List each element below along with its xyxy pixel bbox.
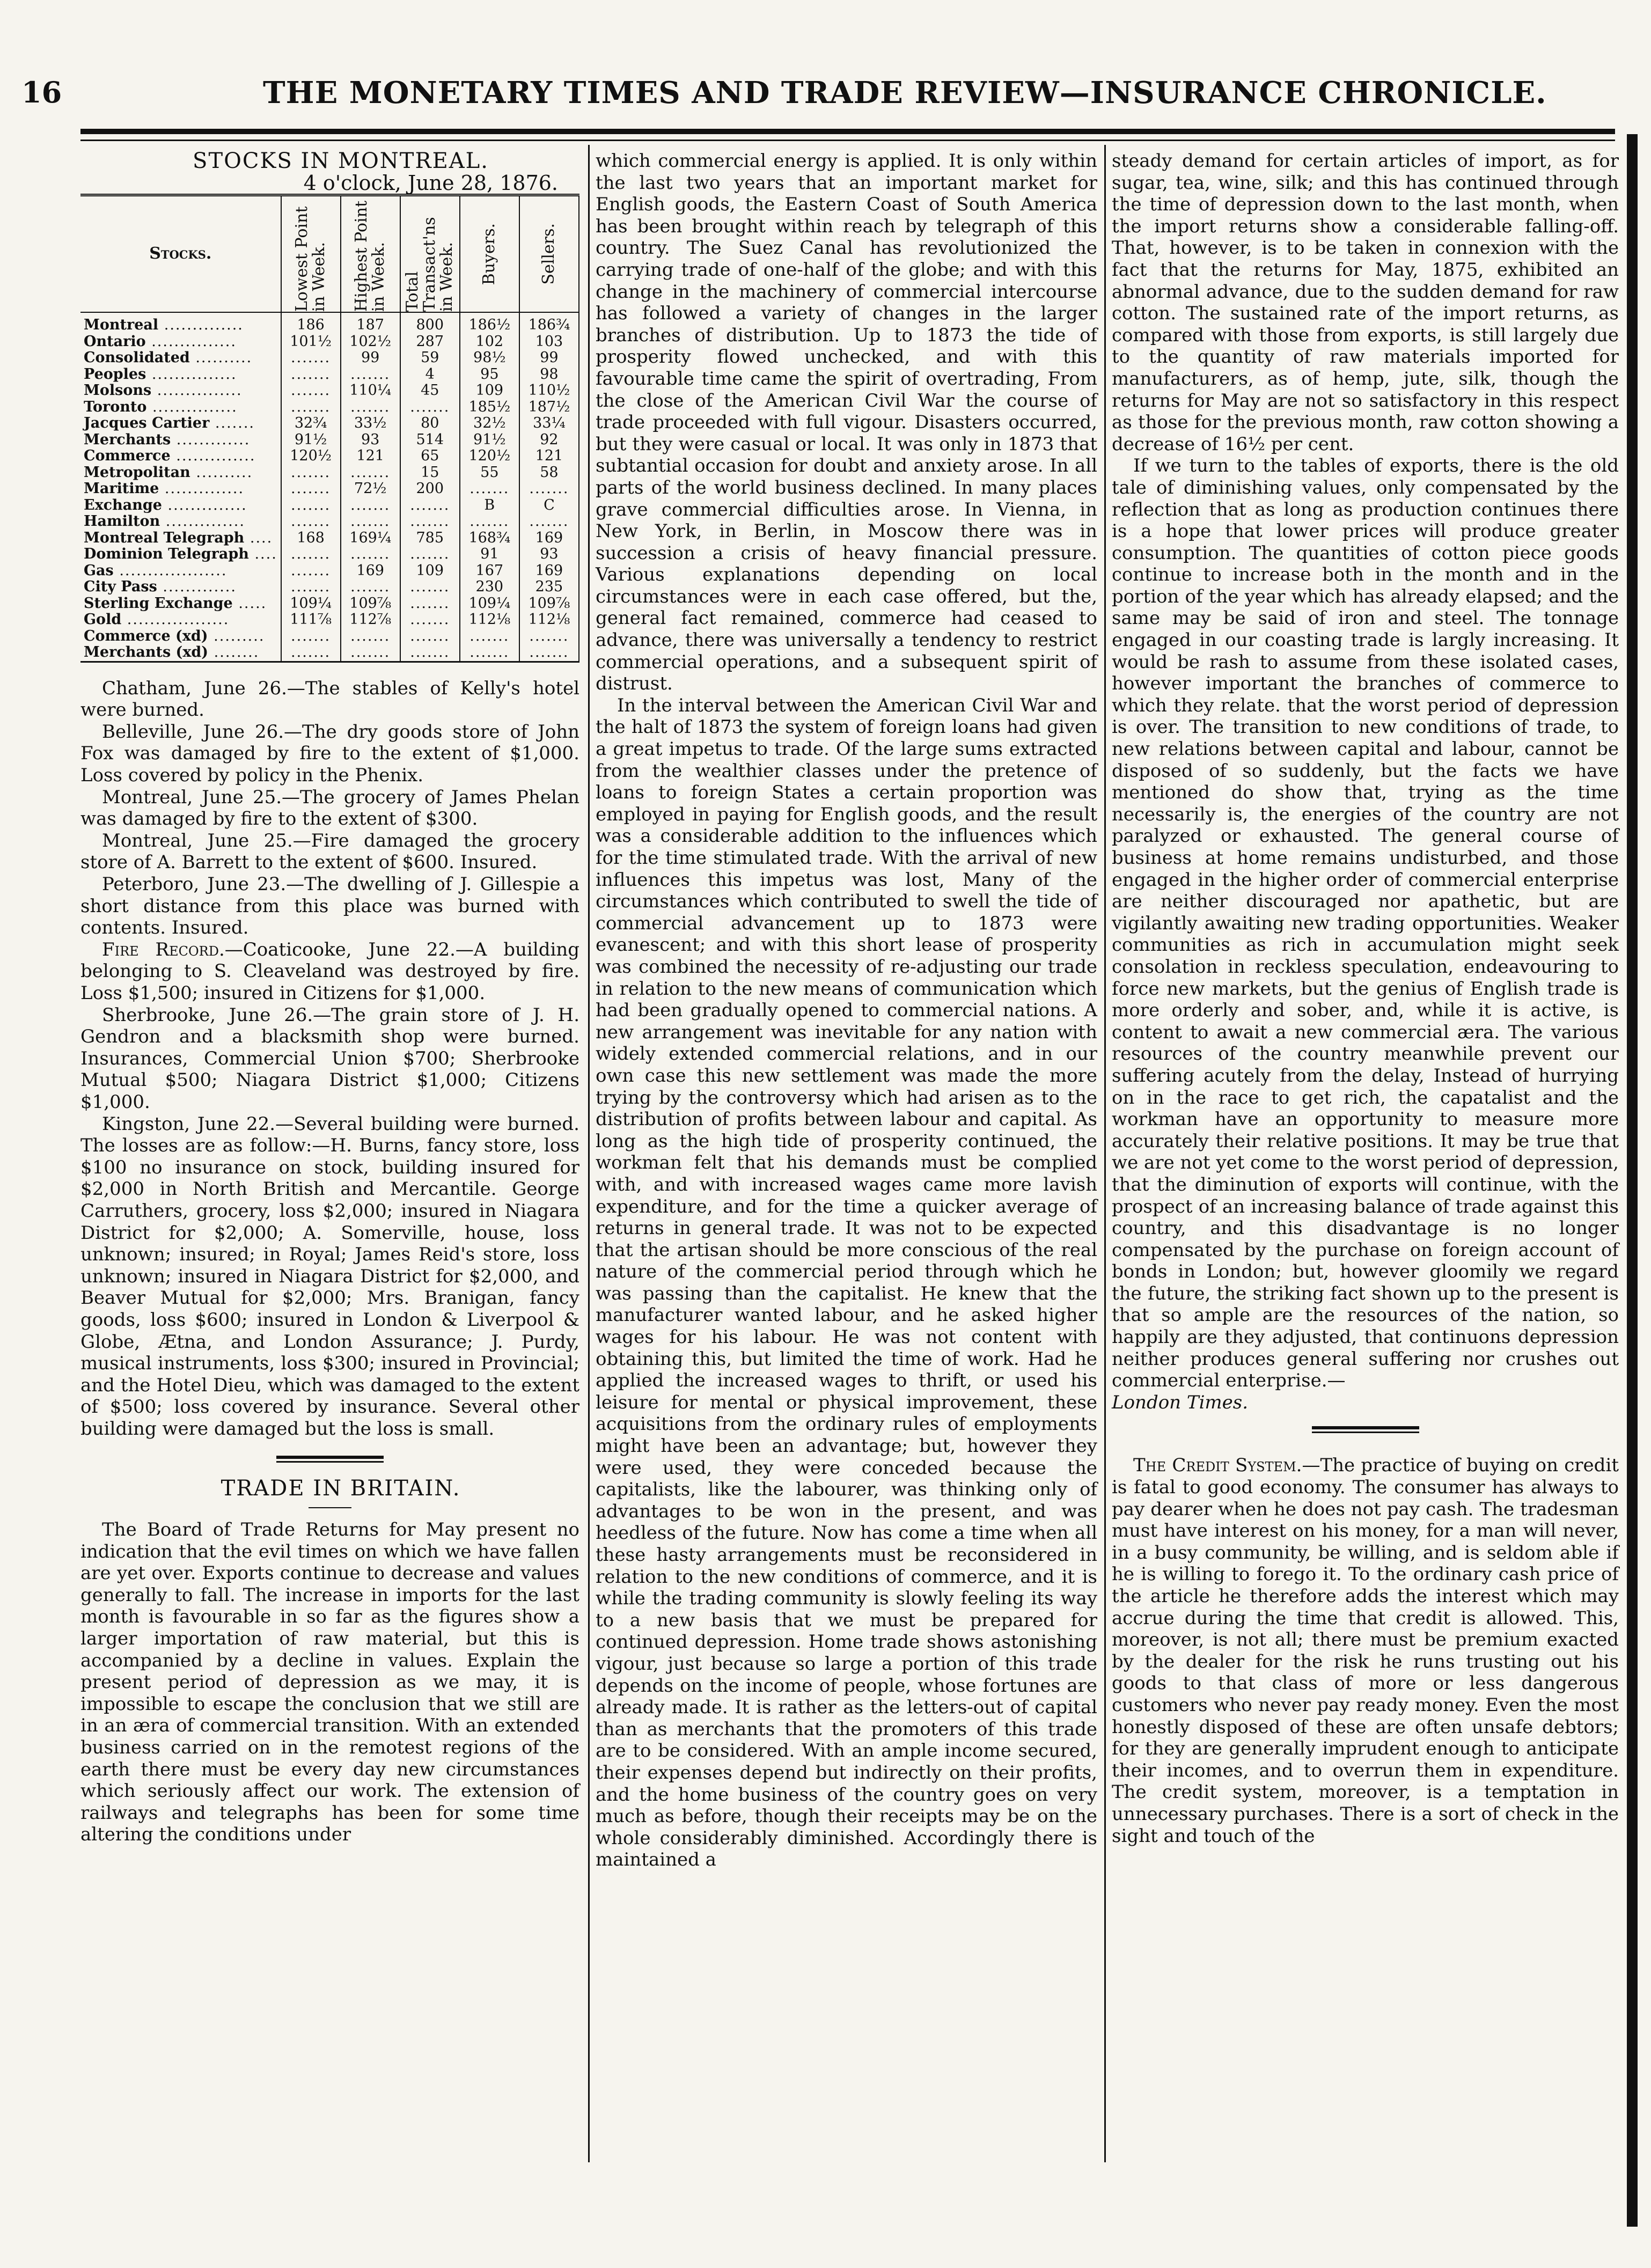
masthead-title: THE MONETARY TIMES AND TRADE REVIEW—INSURANCE CHRONICLE. — [263, 75, 1547, 111]
stock-value: ....... — [281, 481, 341, 497]
stock-value: 169 — [519, 530, 579, 547]
page-number: 16 — [21, 75, 62, 109]
source-line — [1112, 1392, 1619, 1414]
stock-value: ....... — [341, 497, 400, 514]
stock-value: ....... — [460, 513, 519, 530]
stock-value: 98½ — [460, 350, 519, 366]
leader-dots: .... — [244, 530, 273, 546]
stock-value: ....... — [400, 513, 460, 530]
table-row — [80, 513, 579, 530]
stock-name-text: Merchants (xd) — [84, 644, 209, 661]
column-divider-2 — [1104, 145, 1106, 2162]
stock-value: ....... — [400, 399, 460, 416]
stock-value: 4 — [400, 366, 460, 383]
stock-value: ....... — [341, 579, 400, 596]
column-3 — [1112, 150, 1619, 1847]
stock-value: ....... — [341, 644, 400, 662]
stock-value: 45 — [400, 383, 460, 399]
stock-value: 80 — [400, 415, 460, 432]
stock-value: 121 — [519, 448, 579, 465]
stock-name-text: Hamilton — [84, 513, 160, 530]
stock-name — [80, 628, 281, 645]
stock-value: 800 — [400, 312, 460, 334]
table-row — [80, 350, 579, 366]
article-paragraph: If we turn to the tables of exports, there is the old tale of diminishing values, only compensated by the reflection that as long as production continues there is a hope that lower prices will produce greater consumption. The quantities of cotton piece goods continue to increase both in the month and in the portion of the year which has already elapsed; and the same may be said of iron and steel. The tonnage engaged in our coasting trade is largly increasing. It would be rash to assume from these isolated cases, however important the branches of commerce to which they relate. that the worst period of depression is over. The transition to new conditions of trade, to new relations between capital and labour, cannot be disposed of so suddenly, but the facts we have mentioned do show that, trying as the time necessarily is, the energies of the country are not paralyzed or exhausted. The general course of business at home remains undisturbed, and those engaged in the higher order of commercial enterprise are neither discouraged nor apathetic, but are vigilantly awaiting new trading opportunities. Weaker communities as rich in accumulation might seek consolation in reckless speculation, endeavouring to force new markets, but the genius of English trade is more orderly and sober, and, while it is active, is content to await a new commercial æra. The various resources of the country meanwhile prevent our suffering acutely from the delay, Instead of hurrying on in the race to get rich, the capatalist and the workman have an opportunity to measure more accurately their relative positions. It may be true that we are not yet come to the worst period of depression, that the diminution of exports will continue, with the prospect of an increasing balance of trade against this country, and this disadvantage is no longer compensated by the purchase on foreign account of bonds in London; but, however gloomily we regard the future, the striking fact shown up to the present is that so ample are the resources of the nation, so happily are they adjusted, that continuons depression neither produces general suffering nor crushes out commercial enterprise.— — [1112, 455, 1619, 1392]
stock-name — [80, 497, 281, 514]
stocks-col-header — [281, 195, 341, 313]
stock-value: 91½ — [281, 432, 341, 449]
stock-value: ....... — [519, 628, 579, 645]
table-row — [80, 415, 579, 432]
fire-record-paragraph — [80, 939, 579, 1004]
stock-value: 98 — [519, 366, 579, 383]
table-row — [80, 497, 579, 514]
leader-dots: .................. — [121, 612, 230, 628]
fire-report-paragraph: Montreal, June 25.—Fire damaged the grocery store of A. Barrett to the extent of $600. Insured. — [80, 830, 579, 874]
stock-value: 120½ — [281, 448, 341, 465]
stock-name — [80, 596, 281, 612]
stock-value: 167 — [460, 563, 519, 579]
stock-value: ....... — [460, 628, 519, 645]
page-header — [21, 75, 1610, 118]
stocks-col-name: Stocks. — [80, 195, 281, 313]
leader-dots: .......... — [190, 464, 253, 481]
stock-value: ....... — [341, 546, 400, 563]
stock-value: 785 — [400, 530, 460, 547]
stock-name-text: Merchants — [84, 431, 171, 448]
stock-name — [80, 366, 281, 383]
stock-value: C — [519, 497, 579, 514]
stock-value: 112⅞ — [341, 612, 400, 628]
credit-system-label: The Credit System. — [1133, 1455, 1302, 1477]
leader-dots: ............... — [146, 399, 238, 415]
fire-report-paragraph: Sherbrooke, June 26.—The grain store of J. H. Gendron and a blacksmith shop were burned. Insurances, Commercial Union $700; Sherbrooke Mutual $500; Niagara District $1,000; Citizens $1,000. — [80, 1004, 579, 1113]
stock-value: ....... — [519, 513, 579, 530]
stocks-date: 4 o'clock, June 28, 1876. — [303, 171, 558, 195]
stock-value: 109¼ — [281, 596, 341, 612]
stock-value: ....... — [281, 563, 341, 579]
stock-value: ....... — [281, 513, 341, 530]
stock-name — [80, 481, 281, 497]
stock-value: 121 — [341, 448, 400, 465]
stock-value: 230 — [460, 579, 519, 596]
stock-value: 92 — [519, 432, 579, 449]
stocks-col-header-label: Sellers. — [539, 223, 559, 285]
table-row — [80, 334, 579, 350]
section-rule — [276, 1456, 384, 1459]
stock-value: 102 — [460, 334, 519, 350]
fire-reports — [80, 678, 579, 939]
stock-value: ....... — [281, 579, 341, 596]
stock-value: 58 — [519, 465, 579, 481]
stock-value: 109⅞ — [519, 596, 579, 612]
stock-name — [80, 415, 281, 432]
stock-value: B — [460, 497, 519, 514]
stock-value: ....... — [400, 644, 460, 662]
trade-heading: TRADE IN BRITAIN. — [221, 1476, 461, 1501]
fire-report-paragraph: Belleville, June 26.—The dry goods store of John Fox was damaged by fire to the extent of $1,000. Loss covered by policy in the Phenix. — [80, 721, 579, 787]
table-row — [80, 530, 579, 547]
stock-name-text: Gas — [84, 562, 114, 579]
table-row — [80, 312, 579, 334]
stock-value: 514 — [400, 432, 460, 449]
stock-value: 112⅛ — [460, 612, 519, 628]
stock-value: ....... — [400, 579, 460, 596]
table-row — [80, 579, 579, 596]
stock-value: 95 — [460, 366, 519, 383]
stock-value: 55 — [460, 465, 519, 481]
table-row — [80, 596, 579, 612]
stock-value: ....... — [519, 644, 579, 662]
stock-name-text: Commerce (xd) — [84, 628, 208, 644]
stock-value: 103 — [519, 334, 579, 350]
stocks-col-header-label: Highest Point in Week. — [352, 201, 388, 312]
stocks-col-header — [519, 195, 579, 313]
table-row — [80, 612, 579, 628]
stock-value: ....... — [400, 497, 460, 514]
stock-name-text: Jacques Cartier — [84, 415, 210, 432]
stock-value: 109⅞ — [341, 596, 400, 612]
stock-value: 169 — [341, 563, 400, 579]
stock-value: ....... — [341, 628, 400, 645]
stock-value: 32¾ — [281, 415, 341, 432]
leader-dots: .............. — [160, 513, 245, 530]
header-rule — [80, 129, 1615, 134]
leader-dots: .......... — [189, 350, 253, 366]
stocks-col-header — [400, 195, 460, 313]
stock-value: 168¾ — [460, 530, 519, 547]
stock-value: 186¾ — [519, 312, 579, 334]
leader-dots: ........ — [208, 644, 260, 661]
stock-value: 110½ — [519, 383, 579, 399]
credit-system-text: —The practice of buying on credit is fatal to good economy. The consumer has always to pay dearer when he does not pay cash. The tradesman must have interest on his money, for a man will never, in a busy community, be willing, and is seldom able if he is willing to forego it. To the ordinary cash price of the article he therefore adds the interest which may accrue during the time that credit is allowed. This, moreover, is not all; there must be premium exacted by the dealer for the risk he runs trusting out his goods to that class of more or less dangerous customers who never pay ready money. Even the most honestly disposed of these are often unsafe debtors; for they are generally imprudent enough to anticipate their incomes, and to overrun them in expenditure. The credit system, moreover, is a temptation in unnecessary purchases. There is a sort of check in the sight and touch of the — [1112, 1455, 1619, 1847]
stock-value: 109 — [400, 563, 460, 579]
table-row — [80, 481, 579, 497]
stock-value: 32½ — [460, 415, 519, 432]
stocks-table-header — [80, 195, 579, 313]
stock-value: ....... — [400, 546, 460, 563]
leader-dots: .............. — [170, 448, 256, 465]
stock-name-text: Exchange — [84, 497, 162, 513]
stock-name — [80, 465, 281, 481]
stock-value: 101½ — [281, 334, 341, 350]
stock-value: 187½ — [519, 399, 579, 416]
stock-value: 287 — [400, 334, 460, 350]
stock-value: ....... — [281, 366, 341, 383]
fire-report-paragraph: Peterboro, June 23.—The dwelling of J. Gillespie a short distance from this place was burned with contents. Insured. — [80, 874, 579, 939]
stocks-table — [80, 194, 579, 663]
header-rule-thin — [80, 140, 1615, 141]
stock-name — [80, 399, 281, 416]
leader-dots: ......... — [208, 628, 265, 644]
stock-name — [80, 350, 281, 366]
table-row — [80, 465, 579, 481]
stock-value: 111⅞ — [281, 612, 341, 628]
stock-value: 91½ — [460, 432, 519, 449]
credit-system-paragraph — [1112, 1455, 1619, 1847]
fire-report-paragraph: Kingston, June 22.—Several building were burned. The losses are as follow:—H. Burns, fancy store, loss $100 no insurance on stock, building insured for $2,000 in North British and Mercantile. George Carruthers, grocery, loss $2,000; insured in Niagara District for $2,000; A. Somerville, house, loss unknown; insured; in Royal; James Reid's store, loss unknown; insured in Niagara District for $2,000, and Beaver Mutual for $2,000; Mrs. Branigan, fancy goods, loss $600; insured in London & Liverpool & Globe, Ætna, and London Assurance; J. Purdy, musical instruments, loss $300; insured in Provincial; and the Hotel Dieu, which was damaged to the extent of $500; loss covered by insurance. Several other building were damaged but the loss is small. — [80, 1113, 579, 1440]
stock-name-text: Metropolitan — [84, 464, 190, 481]
stock-name-text: Maritime — [84, 481, 159, 497]
leader-dots: .............. — [158, 317, 244, 334]
article-paragraph: steady demand for certain articles of import, as for sugar, tea, wine, silk; and this has continued through the time of depression down to the last month, when the import returns show a considerable falling-off. That, however, is to be taken in connexion with the fact that the returns for May, 1875, exhibited an abnormal advance, due to the sudden demand for raw cotton. The sustained rate of the import returns, as compared with those from exports, is still largely due to the quantity of raw materials imported for manufacturers, as of hemp, jute, silk, though the returns for May are not so satisfactory in this respect as those for the previous month, raw cotton showing a decrease of 16½ per cent. — [1112, 150, 1619, 455]
stock-name — [80, 612, 281, 628]
stock-name — [80, 334, 281, 350]
stock-value: ....... — [341, 465, 400, 481]
stock-value: 185½ — [460, 399, 519, 416]
leader-dots: ............. — [171, 431, 251, 448]
stock-name — [80, 383, 281, 399]
stock-value: 99 — [341, 350, 400, 366]
stock-value: 99 — [519, 350, 579, 366]
stock-name-text: Ontario — [84, 333, 146, 350]
section-rule-2 — [1312, 1426, 1419, 1429]
stock-name — [80, 563, 281, 579]
stock-value: 93 — [341, 432, 400, 449]
stock-value: 169¼ — [341, 530, 400, 547]
article-paragraph: In the interval between the American Civil War and the halt of 1873 the system of foreign loans had given a great impetus to trade. Of the large sums extracted from the wealthier classes under the pretence of loans to foreign States a certain proportion was employed in paying for English goods, and the result was a considerable addition to the influences which for the time stimulated trade. With the arrival of new influences this impetus was lost, Many of the circumstances which contributed to swell the tide of commercial advancement up to 1873 were evanescent; and with this short lease of prosperity was combined the necessity of re-adjusting our trade in relation to the new means of communication which had been gradually opened to commercial nations. A new arrangement was inevitable for any nation with widely extended commercial relations, and in our own case this new settlement was made the more trying by the controversy which had arisen as to the distribution of profits between labour and capital. As long as the high tide of prosperity continued, the workman felt that his demands must be complied with, and with increased wages came more lavish expenditure, and for the time a quicker average of returns in general trade. It was not to be expected that the artisan should be more conscious of the real nature of the commercial period through which he was passing than the capitalist. He knew that the manufacturer wanted labour, and he asked higher wages for his labour. He was not content with obtaining this, but limited the time of work. Had he applied the increased wages to thrift, or used his leisure for mental or physical improvement, these acquisitions from the ordinary rules of employments might have been an advantage; but, however they were used, they were conceded because the capitalists, like the labourer, was thinking only of advantages to be won in the present, and was heedless of the future. Now has come a time when all these hasty arrangements must be reconsidered in relation to the new conditions of commerce, and it is while the trading community is slowly feeling its way to a new basis that we must be prepared for continued depression. Home trade shows astonishing vigour, just because so large a portion of this trade depends on the income of people, whose fortunes are already made. It is rather as the letters-out of capital than as merchants that the promoters of this trade are to be considered. With an ample income secured, their expenses depend but indirectly on their profits, and the home business of the country goes on very much as before, though their receipts may be on the whole considerably diminished. Accordingly there is maintained a — [596, 694, 1097, 1871]
stock-name-text: Gold — [84, 612, 122, 628]
stock-value: 65 — [400, 448, 460, 465]
fire-report-paragraph: Montreal, June 25.—The grocery of James Phelan was damaged by fire to the extent of $300. — [80, 786, 579, 830]
stock-name — [80, 312, 281, 334]
leader-dots: .............. — [162, 497, 247, 513]
stock-value: ....... — [341, 399, 400, 416]
stock-value: ....... — [341, 513, 400, 530]
stock-value: ....... — [400, 596, 460, 612]
leader-dots: ................... — [113, 562, 228, 579]
stock-value: ....... — [281, 383, 341, 399]
stock-name-text: Peoples — [84, 366, 146, 383]
stock-value: ....... — [281, 644, 341, 662]
stock-value: ....... — [460, 481, 519, 497]
stock-value: ....... — [341, 366, 400, 383]
stock-value: ....... — [460, 644, 519, 662]
table-row — [80, 399, 579, 416]
stock-value: 33¼ — [519, 415, 579, 432]
stock-name-text: Sterling Exchange — [84, 595, 233, 612]
stocks-col-header-label: Buyers. — [480, 223, 499, 285]
stock-value: 93 — [519, 546, 579, 563]
column-1 — [80, 150, 579, 1846]
stock-value: ....... — [281, 497, 341, 514]
stock-value: 186½ — [460, 312, 519, 334]
leader-dots: ............... — [145, 333, 237, 350]
trade-paragraph: The Board of Trade Returns for May present no indication that the evil times on which we have fallen are yet over. Exports continue to decrease and values generally to fall. The increase in imports for the last month is favourable in so far as the figures show a larger importation of raw material, but this is accompanied by a decline in values. Explain the present period of depression as we may, it is impossible to escape the conclusion that we still are in an æra of commercial transition. With an extended business carried on in the remotest regions of the earth there must be every day new circumstances which seriously affect our work. The extension of railways and telegraphs has been for some time altering the conditions under — [80, 1519, 579, 1846]
stock-name-text: Molsons — [84, 383, 152, 399]
stock-name-text: Commerce — [84, 448, 171, 465]
column-divider-1 — [588, 145, 590, 2162]
leader-dots: ............... — [151, 383, 243, 399]
stocks-table-body — [80, 312, 579, 662]
stock-name-text: Consolidated — [84, 350, 190, 366]
page-edge-bar — [1627, 134, 1638, 2227]
stock-value: 33½ — [341, 415, 400, 432]
table-row — [80, 366, 579, 383]
stock-name — [80, 644, 281, 662]
table-row — [80, 563, 579, 579]
stock-value: 235 — [519, 579, 579, 596]
stock-value: ....... — [281, 399, 341, 416]
stocks-col-header — [341, 195, 400, 313]
stock-name — [80, 432, 281, 449]
table-row — [80, 448, 579, 465]
fire-record-text: —Coaticooke, June 22.—A building belonging to S. Cleaveland was destroyed by fire. Loss $1,500; insured in Citizens for $1,000. — [80, 938, 580, 1004]
stock-value: ....... — [281, 628, 341, 645]
leader-dots: .............. — [159, 481, 245, 497]
stocks-col-header-label: Total Transact'ns in Week. — [403, 217, 457, 312]
stock-value: ....... — [400, 612, 460, 628]
stock-value: ....... — [281, 546, 341, 563]
stock-value: 120½ — [460, 448, 519, 465]
stock-value: 186 — [281, 312, 341, 334]
fire-report-paragraph: Chatham, June 26.—The stables of Kelly's hotel were burned. — [80, 677, 579, 721]
trade-continued — [1112, 150, 1619, 1392]
stocks-col-header-label: Lowest Point in Week. — [292, 206, 329, 312]
stock-name-text: Dominion Telegraph — [84, 546, 249, 563]
table-row — [80, 383, 579, 399]
stock-value: 59 — [400, 350, 460, 366]
stock-value: ....... — [519, 481, 579, 497]
stock-value: 110¼ — [341, 383, 400, 399]
stock-value: 15 — [400, 465, 460, 481]
stock-value: 102½ — [341, 334, 400, 350]
table-row — [80, 628, 579, 645]
stock-name — [80, 579, 281, 596]
stock-value: 112⅛ — [519, 612, 579, 628]
column-2 — [596, 150, 1097, 1871]
stock-value: 91 — [460, 546, 519, 563]
stock-value: ....... — [281, 465, 341, 481]
stock-name — [80, 530, 281, 547]
source-attribution: London Times. — [1112, 1391, 1249, 1413]
table-row — [80, 644, 579, 662]
fire-reports-2 — [80, 1004, 579, 1440]
stock-value: 200 — [400, 481, 460, 497]
leader-dots: ............... — [146, 366, 237, 383]
leader-dots: .... — [248, 546, 277, 563]
stock-value: ....... — [400, 628, 460, 645]
stock-value: 168 — [281, 530, 341, 547]
stocks-heading: STOCKS IN MONTREAL. — [193, 149, 489, 173]
stock-value: 169 — [519, 563, 579, 579]
stock-name-text: Montreal — [84, 317, 159, 334]
fire-record-label: Fire Record. — [102, 938, 225, 960]
leader-dots: ..... — [232, 595, 267, 612]
table-row — [80, 432, 579, 449]
stock-name — [80, 448, 281, 465]
stocks-col-header — [460, 195, 519, 313]
stock-value: 72½ — [341, 481, 400, 497]
leader-dots: ............. — [157, 579, 237, 596]
table-row — [80, 546, 579, 563]
stock-name-text: Toronto — [84, 399, 147, 415]
stock-name-text: City Pass — [84, 579, 157, 596]
stock-value: 109¼ — [460, 596, 519, 612]
stock-name — [80, 546, 281, 563]
article-paragraph: which commercial energy is applied. It is only within the last two years that an important market for English goods, the Eastern Coast of South America has been brought within reach by telegraph of this country. The Suez Canal has revolutionized the carrying trade of one-half of the globe; and with this change in the machinery of commercial intercourse has followed a variety of changes in the larger branches of distribution. Up to 1873 the tide of prosperity flowed unchecked, and with this favourable time came the spirit of overtrading, From the close of the American Civil War the course of trade proceeded with full vigour. Disasters occurred, but they were casual or local. It was only in 1873 that subtantial occasion for doubt and anxiety arose. In all parts of the world business declined. In many places grave commercial difficulties arose. In Vienna, in New York, in Berlin, in Moscow there was in succession a crisis of heavy financial pressure. Various explanations depending on local circumstances were in each case offered, but the, general fact remained, commerce had ceased to advance, there was universally a tendency to restrict commercial operations, and a subsequent spirit of distrust. — [596, 150, 1097, 695]
stock-name — [80, 513, 281, 530]
leader-dots: ....... — [209, 415, 255, 432]
stock-value: ....... — [281, 350, 341, 366]
stock-name-text: Montreal Telegraph — [84, 530, 245, 546]
stock-value: 109 — [460, 383, 519, 399]
stock-value: 187 — [341, 312, 400, 334]
